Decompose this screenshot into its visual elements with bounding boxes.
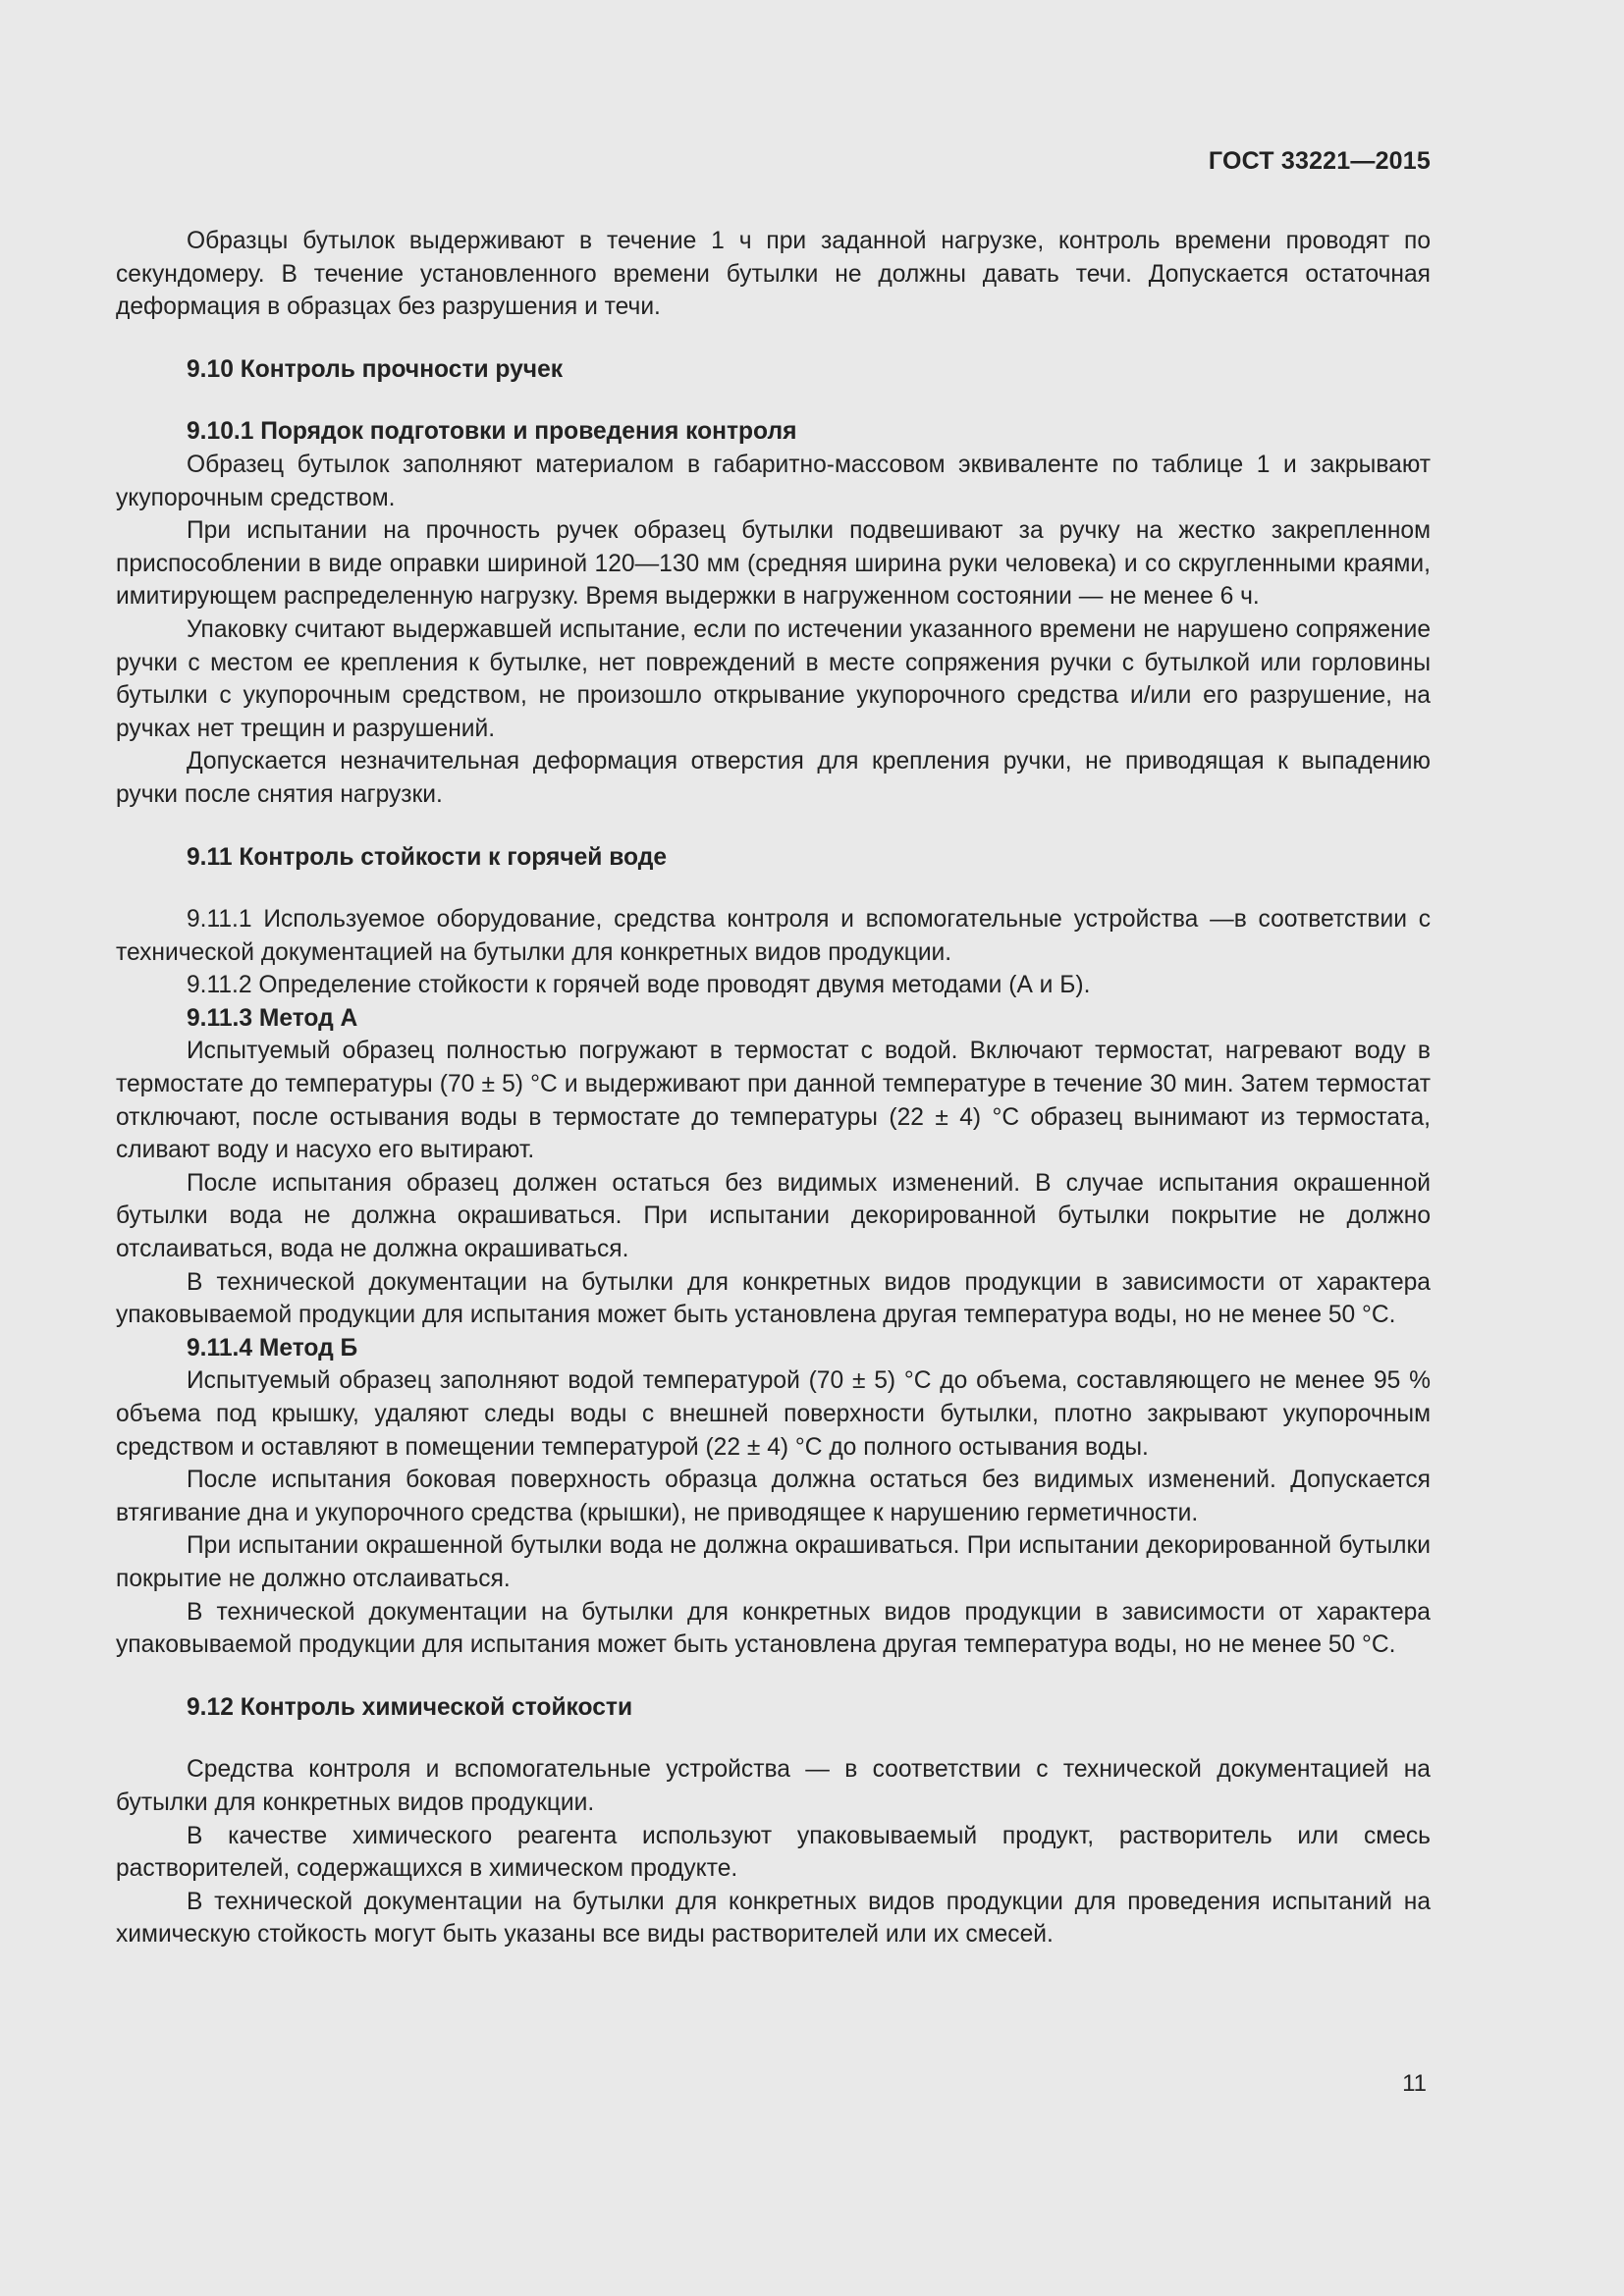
paragraph-9-10-1-c: Упаковку считают выдержавшей испытание, если по истечении указанного времени не нарушено сопряжение ручки с местом ее крепления к бутылке, нет повреждений в месте сопряжения ручки с бутылкой или горловины бутылки с укупорочным средством, не произошло открывание укупорочного средства и/или его разрушение, на ручках нет трещин и разрушений.: [116, 615, 1431, 742]
section-heading-9-11: 9.11 Контроль стойкости к горячей воде: [187, 843, 668, 871]
subsection-heading-9-11-4: 9.11.4 Метод Б: [187, 1334, 358, 1362]
paragraph-method-a-1: Испытуемый образец полностью погружают в термостат с водой. Включают термостат, нагревают воду в термостате до температуры (70 ± 5) °С и выдерживают при данной температуре в течение 30 мин. Затем термостат отключают, после остывания воды в термостате до температуры (22 ± 4) °С образец вынимают из термостата, сливают воду и насухо его вытирают.: [116, 1038, 1431, 1164]
paragraph-method-b-1: Испытуемый образец заполняют водой температурой (70 ± 5) °С до объема, составляющего не менее 95 % объема под крышку, удаляют следы воды с внешней поверхности бутылки, плотно закрывают укупорочным средством и оставляют в помещении температурой (22 ± 4) °С до полного остывания воды.: [116, 1367, 1431, 1461]
document-body: [116, 225, 1431, 1951]
paragraph-9-10-1-b: При испытании на прочность ручек образец бутылки подвешивают за ручку на жестко закрепленном приспособлении в виде оправки шириной 120—130 мм (средняя ширина руки человека) и со скругленными краями, имитирующем распределенную нагрузку. Время выдержки в нагруженном состоянии — не менее 6 ч.: [116, 517, 1431, 611]
paragraph-method-b-2: После испытания боковая поверхность образца должна остаться без видимых изменений. Допускается втягивание дна и укупорочного средства (крышки), не приводящее к нарушению герметичности.: [116, 1467, 1431, 1526]
paragraph-method-b-3: При испытании окрашенной бутылки вода не должна окрашиваться. При испытании декорированной бутылки покрытие не должно отслаиваться.: [116, 1532, 1431, 1592]
paragraph-9-11-1: 9.11.1 Используемое оборудование, средства контроля и вспомогательные устройства —в соответствии с технической документацией на бутылки для конкретных видов продукции.: [116, 906, 1431, 966]
paragraph-9-10-1-d: Допускается незначительная деформация отверстия для крепления ручки, не приводящая к выпадению ручки после снятия нагрузки.: [116, 748, 1431, 808]
section-heading-9-12: 9.12 Контроль химической стойкости: [187, 1693, 633, 1721]
document-id-header: ГОСТ 33221—2015: [1208, 147, 1431, 175]
page-number: 11: [1402, 2070, 1427, 2097]
paragraph-9-12-b: В качестве химического реагента используют упаковываемый продукт, растворитель или смесь растворителей, содержащихся в химическом продукте.: [116, 1822, 1431, 1883]
subsection-heading-9-10-1: 9.10.1 Порядок подготовки и проведения контроля: [187, 418, 797, 446]
paragraph-9-12-a: Средства контроля и вспомогательные устройства — в соответствии с технической документацией на бутылки для конкретных видов продукции.: [116, 1756, 1431, 1816]
section-heading-9-10: 9.10 Контроль прочности ручек: [187, 355, 564, 383]
document-page: [116, 0, 1431, 2296]
paragraph-9-12-c: В технической документации на бутылки для конкретных видов продукции для проведения испытаний на химическую стойкость могут быть указаны все виды растворителей или их смесей.: [116, 1888, 1431, 1949]
paragraph-9-11-2: 9.11.2 Определение стойкости к горячей воде проводят двумя методами (А и Б).: [187, 972, 1091, 999]
paragraph-method-a-2: После испытания образец должен остаться без видимых изменений. В случае испытания окрашенной бутылки вода не должна окрашиваться. При испытании декорированной бутылки покрытие не должно отслаиваться, вода не должна окрашиваться.: [116, 1169, 1431, 1263]
subsection-heading-9-11-3: 9.11.3 Метод А: [187, 1004, 358, 1032]
paragraph-9-10-1-a: Образец бутылок заполняют материалом в габаритно-массовом эквиваленте по таблице 1 и закрывают укупорочным средством.: [116, 451, 1431, 511]
paragraph-intro: Образцы бутылок выдерживают в течение 1 ч при заданной нагрузке, контроль времени проводят по секундомеру. В течение установленного времени бутылки не должны давать течи. Допускается остаточная деформация в образцах без разрушения и течи.: [116, 228, 1431, 321]
paragraph-method-b-4: В технической документации на бутылки для конкретных видов продукции в зависимости от характера упаковываемой продукции для испытания может быть установлена другая температура воды, но не менее 50 °С.: [116, 1598, 1431, 1659]
paragraph-method-a-3: В технической документации на бутылки для конкретных видов продукции в зависимости от характера упаковываемой продукции для испытания может быть установлена другая температура воды, но не менее 50 °С.: [116, 1268, 1431, 1329]
